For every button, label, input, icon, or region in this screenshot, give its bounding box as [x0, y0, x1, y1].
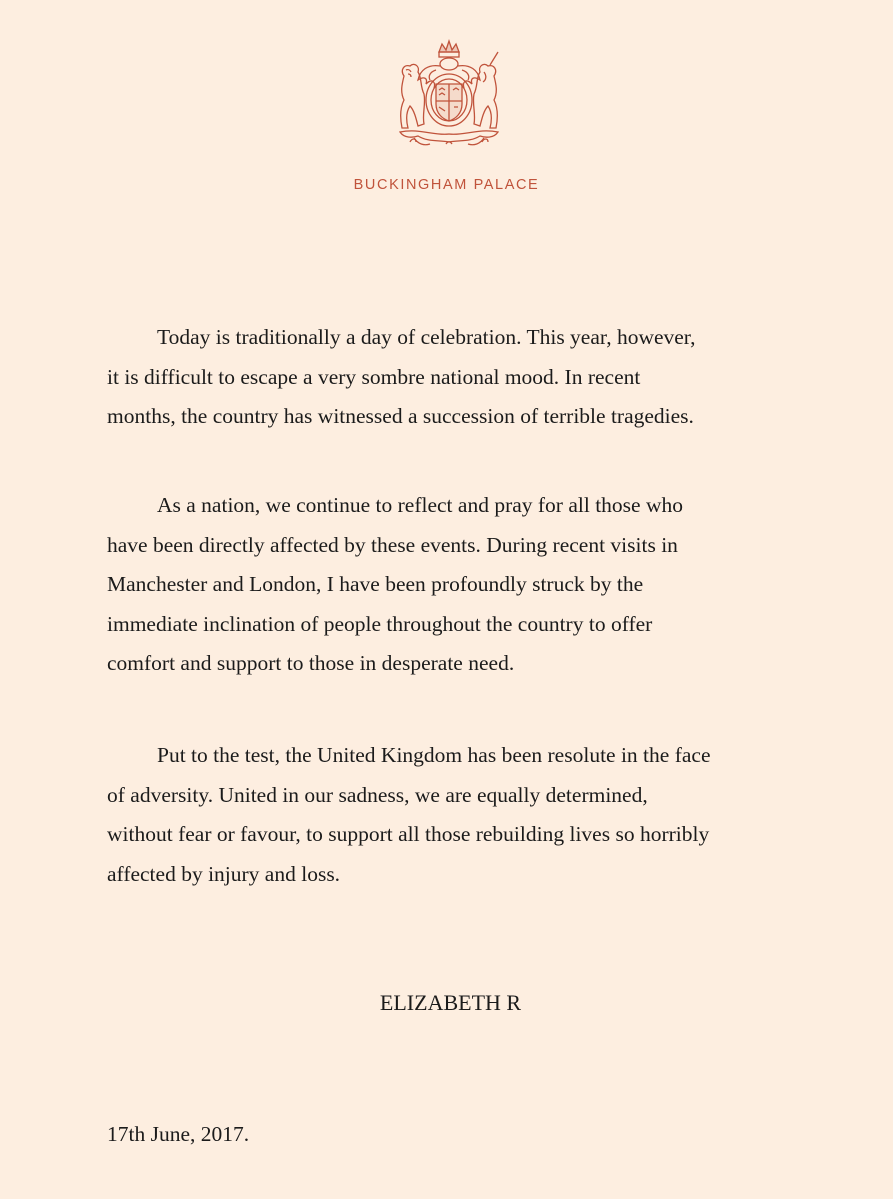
paragraph-line: of adversity. United in our sadness, we are equally determined, [107, 782, 648, 807]
paragraph-line: comfort and support to those in desperate need. [107, 651, 515, 675]
paragraph-line: months, the country has witnessed a succession of terrible tragedies. [107, 404, 694, 428]
letterhead-address: BUCKINGHAM PALACE [353, 177, 540, 193]
letter-date: 17th June, 2017. [107, 1122, 250, 1146]
paragraph-3 [107, 736, 797, 894]
paragraph-line: have been directly affected by these events. During recent visits in [107, 532, 678, 557]
paragraph-line: it is difficult to escape a very sombre national mood. In recent [107, 364, 641, 389]
signature: ELIZABETH R [379, 990, 522, 1015]
paragraph-line: Manchester and London, I have been profoundly struck by the [107, 572, 644, 596]
paragraph-1 [107, 318, 797, 437]
paragraph-line: without fear or favour, to support all those rebuilding lives so horribly [107, 822, 710, 846]
paragraph-line: Today is traditionally a day of celebration. This year, however, [157, 325, 696, 349]
paragraph-2 [107, 486, 797, 684]
paragraph-line: affected by injury and loss. [107, 861, 341, 886]
paragraph-line: immediate inclination of people throughout the country to offer [107, 611, 653, 636]
paragraph-line: Put to the test, the United Kingdom has been resolute in the face [157, 743, 711, 767]
paragraph-line: As a nation, we continue to reflect and pray for all those who [157, 493, 683, 517]
royal-coat-of-arms-icon [390, 38, 508, 150]
